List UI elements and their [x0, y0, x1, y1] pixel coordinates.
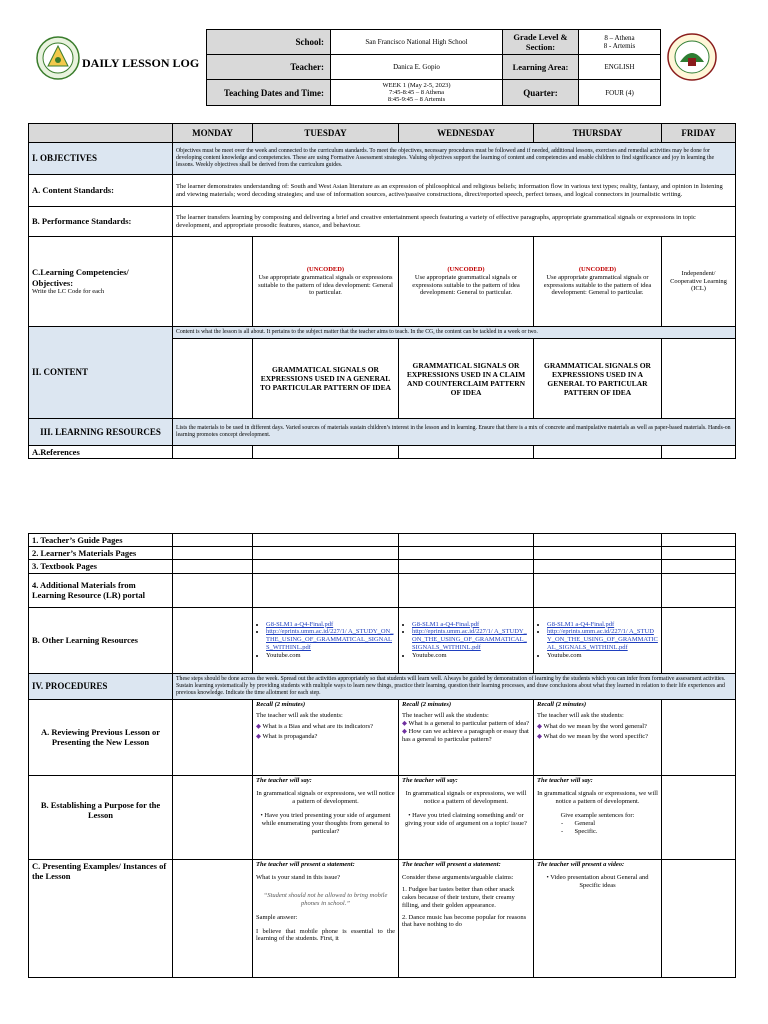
- kite-icon: ◆: [256, 723, 261, 731]
- teacher-label: Teacher:: [207, 55, 331, 80]
- purpose-thursday: The teacher will say: In grammatical signals or expressions, we will notice a pattern of development. Give example sentences for: - General - Specific.: [534, 775, 662, 859]
- content-note: Content is what the lesson is all about. It pertains to the subject matter that the teacher aims to teach. In the CG, the content can be tackled in a week or two.: [173, 327, 736, 339]
- content-monday: [173, 339, 253, 419]
- competency-tuesday: (UNCODED) Use appropriate grammatical signals or expressions suitable to the pattern of idea development: General to particular.: [253, 237, 399, 327]
- school-seal-right: [666, 32, 718, 82]
- school-label: School:: [207, 30, 331, 55]
- link-slm-tue[interactable]: G8-SLM1 a-Q4-Final.pdf: [266, 620, 334, 628]
- examples-wednesday: The teacher will present a statement: Consider these arguments/arguable claims: 1. Fudgee bar tastes better than other snack cakes because of their texture, their creamy filling, and their golden appearance. 2. Dance music has become popular for reasons that have nothing to do: [399, 859, 534, 977]
- school-seal-left: [36, 36, 80, 80]
- textbook-pages-label: 3. Textbook Pages: [29, 560, 173, 573]
- competency-wednesday: (UNCODED) Use appropriate grammatical signals or expressions suitable to the pattern of idea development: General to particular.: [399, 237, 534, 327]
- content-friday: [662, 339, 736, 419]
- objectives-note: Objectives must be meet over the week and connected to the curriculum standards. To meet the objectives, necessary procedures must be followed and if needed, additional lessons, exercises and remedial activities may be done for developing content knowledge and competencies. These are using Formative Assessment strategies. Valuing objectives support the learning of content and competencies and enable children to find significance and joy in learning the lessons. Weekly objectives shall be derived from the curriculum guides.: [173, 143, 736, 175]
- competency-monday: [173, 237, 253, 327]
- link-eprints-thu[interactable]: http://eprints.umm.ac.id/227/1/ A_STUDY_ON_THE_USING_OF_GRAMMATICAL_SIGNALS_WITHINL.pdf: [547, 628, 658, 651]
- objectives-label: I. OBJECTIVES: [29, 143, 173, 175]
- lesson-log-table-page1: [28, 123, 736, 459]
- content-tuesday: GRAMMATICAL SIGNALS OR EXPRESSIONS USED IN A GENERAL TO PARTICULAR PATTERN OF IDEA: [253, 339, 399, 419]
- competency-thursday: (UNCODED) Use appropriate grammatical signals or expressions suitable to the pattern of idea development: General to particular.: [534, 237, 662, 327]
- kite-icon: ◆: [402, 720, 407, 728]
- additional-materials-label: 4. Additional Materials from Learning Resource (LR) portal: [29, 573, 173, 607]
- references-label: A.References: [29, 446, 173, 459]
- day-monday: MONDAY: [173, 124, 253, 143]
- document-title: DAILY LESSON LOG: [82, 56, 200, 70]
- guide-pages-label: 1. Teacher’s Guide Pages: [29, 534, 173, 547]
- link-slm-wed[interactable]: G8-SLM1 a-Q4-Final.pdf: [412, 620, 480, 628]
- day-thursday: THURSDAY: [534, 124, 662, 143]
- lesson-log-table-page2: [28, 533, 736, 978]
- other-resources-label: B. Other Learning Resources: [29, 607, 173, 673]
- link-slm-thu[interactable]: G8-SLM1 a-Q4-Final.pdf: [547, 620, 615, 628]
- purpose-tuesday: The teacher will say: In grammatical signals or expressions, we will notice a pattern of development. • Have you tried presenting your side of argument while enumerating your thoughts from general to particular?: [253, 775, 399, 859]
- kite-icon: ◆: [402, 727, 407, 735]
- resources-label: III. LEARNING RESOURCES: [29, 419, 173, 446]
- competency-friday: Independent/ Cooperative Learning (ICL): [662, 237, 736, 327]
- dates-label: Teaching Dates and Time:: [207, 80, 331, 106]
- day-wednesday: WEDNESDAY: [399, 124, 534, 143]
- competencies-label: C.Learning Competencies/ Objectives: Write the LC Code for each: [29, 237, 173, 327]
- content-standards-text: The learner demonstrates understanding of: South and West Asian literature as an expression of philosophical and religious beliefs; information flow in various text types; reality, fantasy, and opinion in listening and viewing materials; word decoding strategies; and use of information sources, active/passive constructions, direct/reported speech, perfect tenses, and logical connectors in journalistic writing.: [173, 175, 736, 207]
- link-eprints-tue[interactable]: http://eprints.umm.ac.id/227/1/ A_STUDY_ON_THE_USING_OF_GRAMMATICAL_SIGNALS_WITHINL.pdf: [266, 628, 394, 651]
- kite-icon: ◆: [537, 723, 542, 731]
- content-standards-label: A. Content Standards:: [29, 175, 173, 207]
- review-wednesday: Recall (2 minutes) The teacher will ask the students: ◆ What is a general to particular pattern of idea? ◆ How can we achieve a paragraph or essay that has a general to particular pattern?: [399, 699, 534, 775]
- day-friday: FRIDAY: [662, 124, 736, 143]
- area-value: ENGLISH: [579, 55, 661, 80]
- grade-label: Grade Level & Section:: [503, 30, 579, 55]
- teacher-value: Danica E. Gopio: [331, 55, 503, 80]
- day-tuesday: TUESDAY: [253, 124, 399, 143]
- review-label: A. Reviewing Previous Lesson or Presenting the New Lesson: [29, 699, 173, 775]
- review-thursday: Recall (2 minutes) The teacher will ask the students: ◆ What do we mean by the word general? ◆ What do we mean by the word specific?: [534, 699, 662, 775]
- content-label: II. CONTENT: [29, 327, 173, 419]
- purpose-label: B. Establishing a Purpose for the Lesson: [29, 775, 173, 859]
- performance-standards-text: The learner transfers learning by composing and delivering a brief and creative entertainment speech featuring a variety of effective paragraphs, appropriate grammatical signals or expressions in topic development, and appropriate prosodic features, stance, and behaviour.: [173, 207, 736, 237]
- dates-value: WEEK 1 (May 2-5, 2023) 7:45-8:45 – 8 Athena 8:45-9:45 – 8 Artemis: [331, 80, 503, 106]
- quarter-value: FOUR (4): [579, 80, 661, 106]
- area-label: Learning Area:: [503, 55, 579, 80]
- resources-thursday: • G8-SLM1 a-Q4-Final.pdf • http://eprints.umm.ac.id/227/1/ A_STUDY_ON_THE_USING_OF_GRAMMATICAL_SIGNALS_WITHINL.pdf • Youtube.com: [534, 607, 662, 673]
- quarter-label: Quarter:: [503, 80, 579, 106]
- resources-wednesday: • G8-SLM1 a-Q4-Final.pdf • http://eprints.umm.ac.id/227/1/ A_STUDY_ON_THE_USING_OF_GRAMMATICAL_SIGNALS_WITHINL.pdf • Youtube.com: [399, 607, 534, 673]
- content-wednesday: GRAMMATICAL SIGNALS OR EXPRESSIONS USED IN A CLAIM AND COUNTERCLAIM PATTERN OF IDEA: [399, 339, 534, 419]
- learner-pages-label: 2. Learner’s Materials Pages: [29, 547, 173, 560]
- corner-cell: [29, 124, 173, 143]
- purpose-wednesday: The teacher will say: In grammatical signals or expressions, we will notice a pattern of development. • Have you tried claiming something and/ or giving your side of argument on a topic/ issue?: [399, 775, 534, 859]
- procedures-note: These steps should be done across the week. Spread out the activities appropriately so that students will learn well. Always be guided by demonstration of learning by the students which you can infer from formative assessment activities. Sustain learning systematically by providing students with multiple ways to learn new things, practice their learning, question their learning processes, and draw conclusions about what they learned in relation to their life experiences and previous knowledge. Indicate the time allotment for each step.: [173, 673, 736, 699]
- kite-icon: ◆: [537, 732, 542, 740]
- examples-label: C. Presenting Examples/ Instances of the Lesson: [29, 859, 173, 977]
- examples-thursday: The teacher will present a video: • Video presentation about General and Specific ideas: [534, 859, 662, 977]
- grade-value: 8 – Athena 8 - Artemis: [579, 30, 661, 55]
- procedures-label: IV. PROCEDURES: [29, 673, 173, 699]
- content-thursday: GRAMMATICAL SIGNALS OR EXPRESSIONS USED IN A GENERAL TO PARTICULAR PATTERN OF IDEA: [534, 339, 662, 419]
- performance-standards-label: B. Performance Standards:: [29, 207, 173, 237]
- kite-icon: ◆: [256, 732, 261, 740]
- examples-tuesday: The teacher will present a statement: What is your stand in this issue? “Student should not be allowed to bring mobile phones in school.” Sample answer: I believe that mobile phone is essential to the learning of the students. First, it: [253, 859, 399, 977]
- school-value: San Francisco National High School: [331, 30, 503, 55]
- header-table: [206, 29, 661, 106]
- resources-note: Lists the materials to be used in different days. Varied sources of materials sustain children’s interest in the lesson and in learning. Ensure that there is a mix of concrete and manipulative materials as well as paper-based materials. Hands-on learning promotes concept development.: [173, 419, 736, 446]
- link-eprints-wed[interactable]: http://eprints.umm.ac.id/227/1/ A_STUDY_ON_THE_USING_OF_GRAMMATICAL_SIGNALS_WITHINL.pdf: [412, 628, 527, 651]
- resources-tuesday: • G8-SLM1 a-Q4-Final.pdf • http://eprints.umm.ac.id/227/1/ A_STUDY_ON_THE_USING_OF_GRAMMATICAL_SIGNALS_WITHINL.pdf • Youtube.com: [253, 607, 399, 673]
- review-tuesday: Recall (2 minutes) The teacher will ask the students: ◆ What is a Bias and what are its indicators? ◆ What is propaganda?: [253, 699, 399, 775]
